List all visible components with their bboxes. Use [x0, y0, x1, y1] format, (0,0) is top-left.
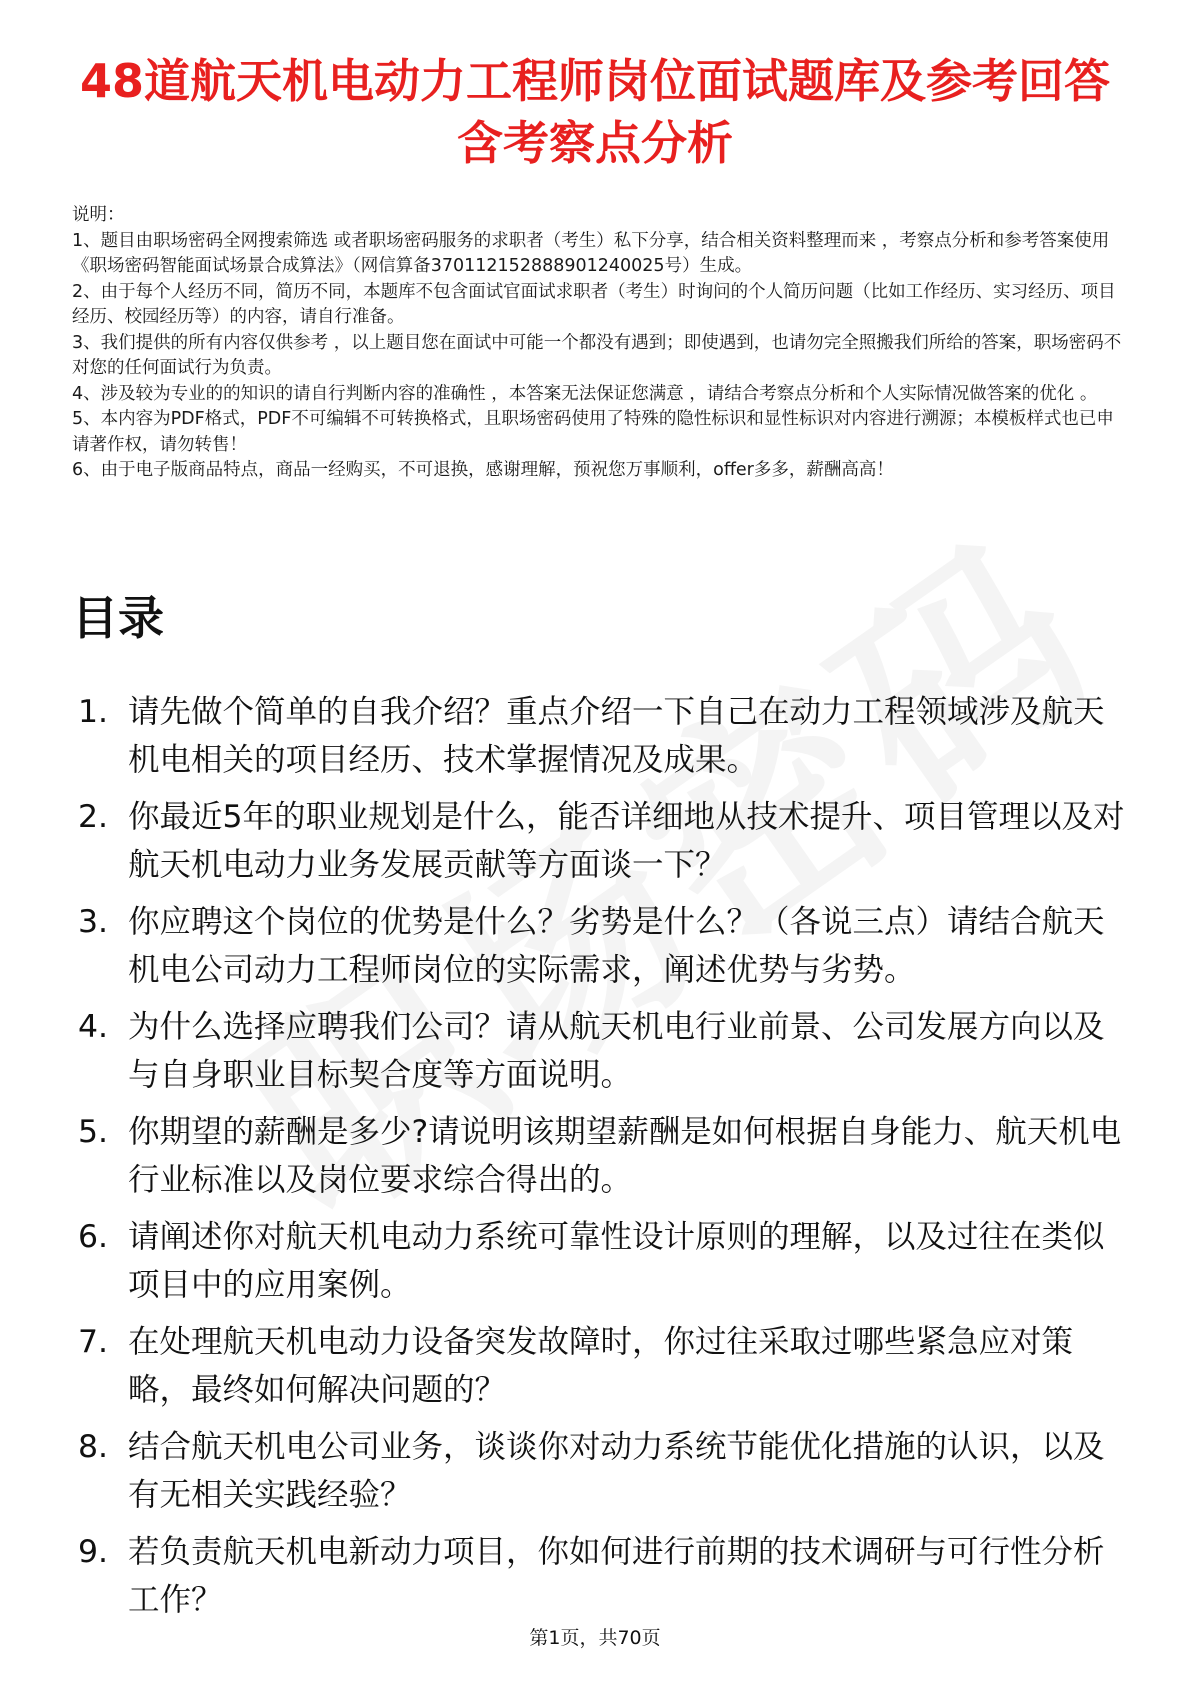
toc-item-text: 为什么选择应聘我们公司？请从航天机电行业前景、公司发展方向以及与自身职业目标契合度等方面说明。 — [128, 1009, 1105, 1093]
notes-heading: 说明： — [72, 205, 125, 225]
toc-heading: 目录 — [72, 591, 164, 645]
toc-item-text: 请先做个简单的自我介绍？重点介绍一下自己在动力工程领域涉及航天机电相关的项目经历、技术掌握情况及成果。 — [128, 694, 1105, 778]
toc-item-number: 2. — [78, 799, 109, 835]
toc-item[interactable] — [72, 1213, 1132, 1309]
toc-item-number: 5. — [78, 1114, 109, 1150]
note-item: 4、涉及较为专业的的知识的请自行判断内容的准确性 ，本答案无法保证您满意 ，请结合考察点分析和个人实际情况做答案的优化 。 — [72, 383, 1098, 404]
toc-item-number: 9. — [78, 1534, 109, 1570]
toc-item[interactable] — [72, 688, 1132, 784]
toc-item-number: 1. — [78, 694, 109, 730]
note-item: 6、由于电子版商品特点，商品一经购买，不可退换，感谢理解，预祝您万事顺利，offer多多，薪酬高高！ — [72, 460, 894, 480]
toc-item[interactable] — [72, 1108, 1132, 1204]
toc-item-text: 若负责航天机电新动力项目，你如何进行前期的技术调研与可行性分析工作？ — [128, 1534, 1105, 1618]
note-item: 2、由于每个人经历不同，简历不同，本题库不包含面试官面试求职者（考生）时询问的个人简历问题（比如工作经历、实习经历、项目经历、校园经历等）的内容，请自行准备。 — [72, 281, 1116, 327]
toc-item-number: 3. — [78, 904, 109, 940]
toc-item-text: 请阐述你对航天机电动力系统可靠性设计原则的理解，以及过往在类似项目中的应用案例。 — [128, 1219, 1105, 1303]
document-title: 48道航天机电动力工程师岗位面试题库及参考回答含考察点分析 — [79, 54, 1110, 170]
toc-item-text: 你期望的薪酬是多少?请说明该期望薪酬是如何根据自身能力、航天机电行业标准以及岗位要求综合得出的。 — [128, 1114, 1122, 1198]
toc-item-text: 你应聘这个岗位的优势是什么？劣势是什么？（各说三点）请结合航天机电公司动力工程师岗位的实际需求，阐述优势与劣势。 — [128, 904, 1105, 988]
toc-item-text: 结合航天机电公司业务，谈谈你对动力系统节能优化措施的认识，以及有无相关实践经验？ — [128, 1429, 1105, 1513]
toc-item-number: 4. — [78, 1009, 109, 1045]
toc-item[interactable] — [72, 1318, 1132, 1414]
toc-item-text: 在处理航天机电动力设备突发故障时，你过往采取过哪些紧急应对策略，最终如何解决问题的？ — [128, 1324, 1074, 1408]
note-item: 3、我们提供的所有内容仅供参考 ，以上题目您在面试中可能一个都没有遇到；即使遇到，也请勿完全照搬我们所给的答案，职场密码不对您的任何面试行为负责。 — [72, 332, 1122, 378]
notes-section — [72, 203, 1122, 484]
toc-item[interactable] — [72, 793, 1132, 889]
toc-item-number: 6. — [78, 1219, 109, 1255]
toc-item[interactable] — [72, 1528, 1132, 1624]
toc-item-number: 7. — [78, 1324, 109, 1360]
note-item: 5、本内容为PDF格式，PDF不可编辑不可转换格式，且职场密码使用了特殊的隐性标识和显性标识对内容进行溯源；本模板样式也已申请著作权，请勿转售！ — [72, 409, 1114, 455]
toc-item[interactable] — [72, 1423, 1132, 1519]
toc-item[interactable] — [72, 1003, 1132, 1099]
note-item: 1、题目由职场密码全网搜索筛选 或者职场密码服务的求职者（考生）私下分享，结合相关资料整理而来 ，考察点分析和参考答案使用《职场密码智能面试场景合成算法》（网信算备370112152888901240025号）生成。 — [72, 230, 1110, 276]
page-footer: 第1页，共70页 — [529, 1627, 661, 1649]
toc-item-number: 8. — [78, 1429, 109, 1465]
toc-item-text: 你最近5年的职业规划是什么，能否详细地从技术提升、项目管理以及对航天机电动力业务发展贡献等方面谈一下？ — [128, 799, 1125, 883]
toc-item[interactable] — [72, 898, 1132, 994]
toc-list — [72, 688, 1132, 1633]
